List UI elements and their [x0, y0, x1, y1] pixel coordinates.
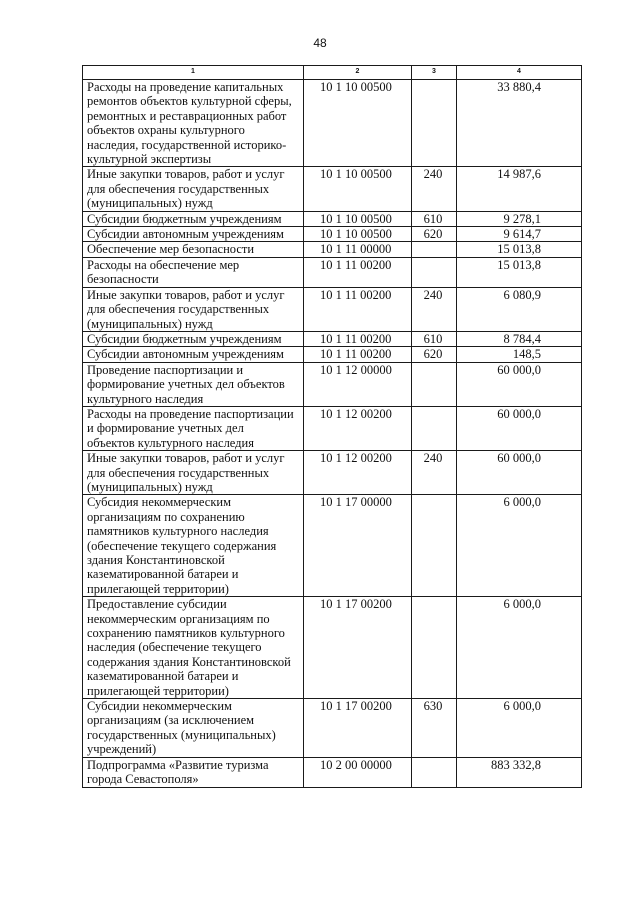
expense-type-cell: 630	[412, 699, 457, 758]
expense-name-line: Субсидии автономным учреждениям	[87, 227, 284, 242]
expense-name-line: организациям (за исключением	[87, 713, 255, 728]
header-col-4: 4	[457, 66, 582, 80]
amount-cell: 9 278,1	[457, 211, 582, 226]
budget-code-cell: 10 1 10 00500	[304, 80, 412, 167]
expense-name-cell	[83, 451, 304, 495]
expense-name-line: культурной экспертизы	[87, 152, 212, 167]
expense-name-line: памятников культурного наследия	[87, 524, 269, 539]
table-row	[83, 331, 582, 346]
expense-name-line: для обеспечения государственных	[87, 465, 270, 480]
expense-name-line: Предоставление субсидии	[87, 597, 227, 612]
expense-name-line: Проведение паспортизации и	[87, 362, 244, 377]
expense-name-line: (обеспечение текущего содержания	[87, 538, 277, 553]
expense-name-line: объектов охраны культурного	[87, 123, 245, 138]
expense-type-cell: 620	[412, 347, 457, 362]
expense-name-cell	[83, 80, 304, 167]
amount-cell: 33 880,4	[457, 80, 582, 167]
expense-name-line: казематированной батареи и	[87, 669, 239, 684]
budget-code-cell: 10 1 17 00000	[304, 495, 412, 597]
expense-type-cell	[412, 257, 457, 287]
budget-code-cell: 10 1 11 00200	[304, 287, 412, 331]
table-row	[83, 211, 582, 226]
expense-type-cell: 610	[412, 331, 457, 346]
expense-name-line: для обеспечения государственных	[87, 302, 270, 317]
amount-cell: 9 614,7	[457, 227, 582, 242]
table-row	[83, 167, 582, 211]
expense-name-line: культурного наследия	[87, 391, 204, 406]
amount-cell: 60 000,0	[457, 362, 582, 406]
budget-code-cell: 10 1 11 00000	[304, 242, 412, 257]
expense-type-cell	[412, 495, 457, 597]
expense-name-line: прилегающей территории)	[87, 581, 229, 596]
expense-type-cell	[412, 406, 457, 450]
expense-name-line: объектов культурного наследия	[87, 435, 254, 450]
expense-name-cell	[83, 495, 304, 597]
expense-name-line: Субсидии некоммерческим	[87, 699, 232, 714]
expense-name-line: (муниципальных) нужд	[87, 196, 213, 211]
expense-name-line: Субсидии автономным учреждениям	[87, 347, 284, 362]
expense-name-cell	[83, 287, 304, 331]
table-row	[83, 347, 582, 362]
expense-name-line: учреждений)	[87, 742, 157, 757]
header-col-3: 3	[412, 66, 457, 80]
header-col-2: 2	[304, 66, 412, 80]
expense-type-cell: 240	[412, 451, 457, 495]
table-row	[83, 451, 582, 495]
table-row	[83, 406, 582, 450]
expense-name-line: Иные закупки товаров, работ и услуг	[87, 167, 285, 182]
table-row	[83, 257, 582, 287]
amount-cell: 15 013,8	[457, 257, 582, 287]
expense-name-cell	[83, 597, 304, 699]
amount-cell: 6 080,9	[457, 287, 582, 331]
page-number: 48	[313, 36, 327, 50]
table-row	[83, 242, 582, 257]
expense-type-cell	[412, 757, 457, 787]
amount-cell: 60 000,0	[457, 451, 582, 495]
expense-name-line: казематированной батареи и	[87, 567, 239, 582]
expense-name-line: Расходы на проведение капитальных	[87, 80, 284, 94]
budget-code-cell: 10 1 12 00200	[304, 451, 412, 495]
expense-name-cell	[83, 331, 304, 346]
table-row	[83, 362, 582, 406]
amount-cell: 14 987,6	[457, 167, 582, 211]
amount-cell: 15 013,8	[457, 242, 582, 257]
expense-name-line: ремонтов объектов культурной сферы,	[87, 94, 292, 109]
table-header-row	[83, 66, 582, 80]
budget-code-cell: 10 1 10 00500	[304, 211, 412, 226]
amount-cell: 60 000,0	[457, 406, 582, 450]
expense-name-cell	[83, 257, 304, 287]
expense-type-cell	[412, 362, 457, 406]
expense-type-cell: 240	[412, 287, 457, 331]
expense-name-cell	[83, 167, 304, 211]
expense-name-cell	[83, 699, 304, 758]
expense-type-cell: 620	[412, 227, 457, 242]
expense-name-line: Расходы на обеспечение мер	[87, 257, 240, 272]
expense-name-cell	[83, 362, 304, 406]
expense-name-line: Субсидия некоммерческим	[87, 495, 231, 510]
table-row	[83, 597, 582, 699]
budget-code-cell: 10 1 12 00000	[304, 362, 412, 406]
table-row	[83, 699, 582, 758]
expense-name-line: здания Константиновской	[87, 553, 225, 567]
budget-code-cell: 10 1 12 00200	[304, 406, 412, 450]
amount-cell: 6 000,0	[457, 597, 582, 699]
expense-name-cell	[83, 227, 304, 242]
budget-table	[82, 65, 582, 788]
expense-name-line: для обеспечения государственных	[87, 181, 270, 196]
expense-name-line: (муниципальных) нужд	[87, 479, 213, 494]
table-row	[83, 757, 582, 787]
table-row	[83, 80, 582, 167]
expense-name-line: сохранению памятников культурного	[87, 626, 285, 641]
budget-code-cell: 10 2 00 00000	[304, 757, 412, 787]
expense-name-line: наследия, государственной историко-	[87, 137, 287, 152]
table-row	[83, 227, 582, 242]
budget-code-cell: 10 1 10 00500	[304, 167, 412, 211]
expense-name-line: организациям по сохранению	[87, 509, 245, 524]
expense-name-line: содержания здания Константиновской	[87, 654, 291, 669]
expense-name-line: города Севастополя»	[87, 772, 199, 787]
budget-code-cell: 10 1 11 00200	[304, 331, 412, 346]
expense-name-line: наследия (обеспечение текущего	[87, 640, 262, 655]
expense-name-line: Иные закупки товаров, работ и услуг	[87, 451, 285, 466]
expense-name-line: Обеспечение мер безопасности	[87, 242, 255, 257]
expense-name-cell	[83, 757, 304, 787]
amount-cell: 6 000,0	[457, 699, 582, 758]
expense-name-line: Субсидии бюджетным учреждениям	[87, 331, 282, 346]
expense-name-line: некоммерческим организациям по	[87, 611, 270, 626]
expense-name-line: государственных (муниципальных)	[87, 727, 276, 742]
header-col-1: 1	[83, 66, 304, 80]
expense-name-line: (муниципальных) нужд	[87, 316, 213, 331]
budget-code-cell: 10 1 11 00200	[304, 347, 412, 362]
expense-name-line: безопасности	[87, 272, 159, 287]
amount-cell: 6 000,0	[457, 495, 582, 597]
budget-code-cell: 10 1 17 00200	[304, 699, 412, 758]
expense-name-line: формирование учетных дел объектов	[87, 377, 285, 392]
expense-name-cell	[83, 347, 304, 362]
expense-type-cell: 240	[412, 167, 457, 211]
table-row	[83, 495, 582, 597]
expense-name-cell	[83, 211, 304, 226]
budget-code-cell: 10 1 10 00500	[304, 227, 412, 242]
expense-name-cell	[83, 406, 304, 450]
expense-name-line: Субсидии бюджетным учреждениям	[87, 211, 282, 226]
expense-type-cell	[412, 597, 457, 699]
table-row	[83, 287, 582, 331]
budget-code-cell: 10 1 17 00200	[304, 597, 412, 699]
expense-name-line: ремонтных и реставрационных работ	[87, 108, 287, 123]
expense-name-line: Подпрограмма «Развитие туризма	[87, 757, 269, 772]
budget-code-cell: 10 1 11 00200	[304, 257, 412, 287]
expense-name-line: и формирование учетных дел	[87, 421, 244, 436]
expense-name-line: Иные закупки товаров, работ и услуг	[87, 287, 285, 302]
expense-type-cell: 610	[412, 211, 457, 226]
amount-cell: 8 784,4	[457, 331, 582, 346]
expense-name-line: Расходы на проведение паспортизации	[87, 406, 294, 421]
expense-type-cell	[412, 80, 457, 167]
expense-name-line: прилегающей территории)	[87, 683, 229, 698]
expense-type-cell	[412, 242, 457, 257]
expense-name-cell	[83, 242, 304, 257]
amount-cell: 148,5	[457, 347, 582, 362]
amount-cell: 883 332,8	[457, 757, 582, 787]
